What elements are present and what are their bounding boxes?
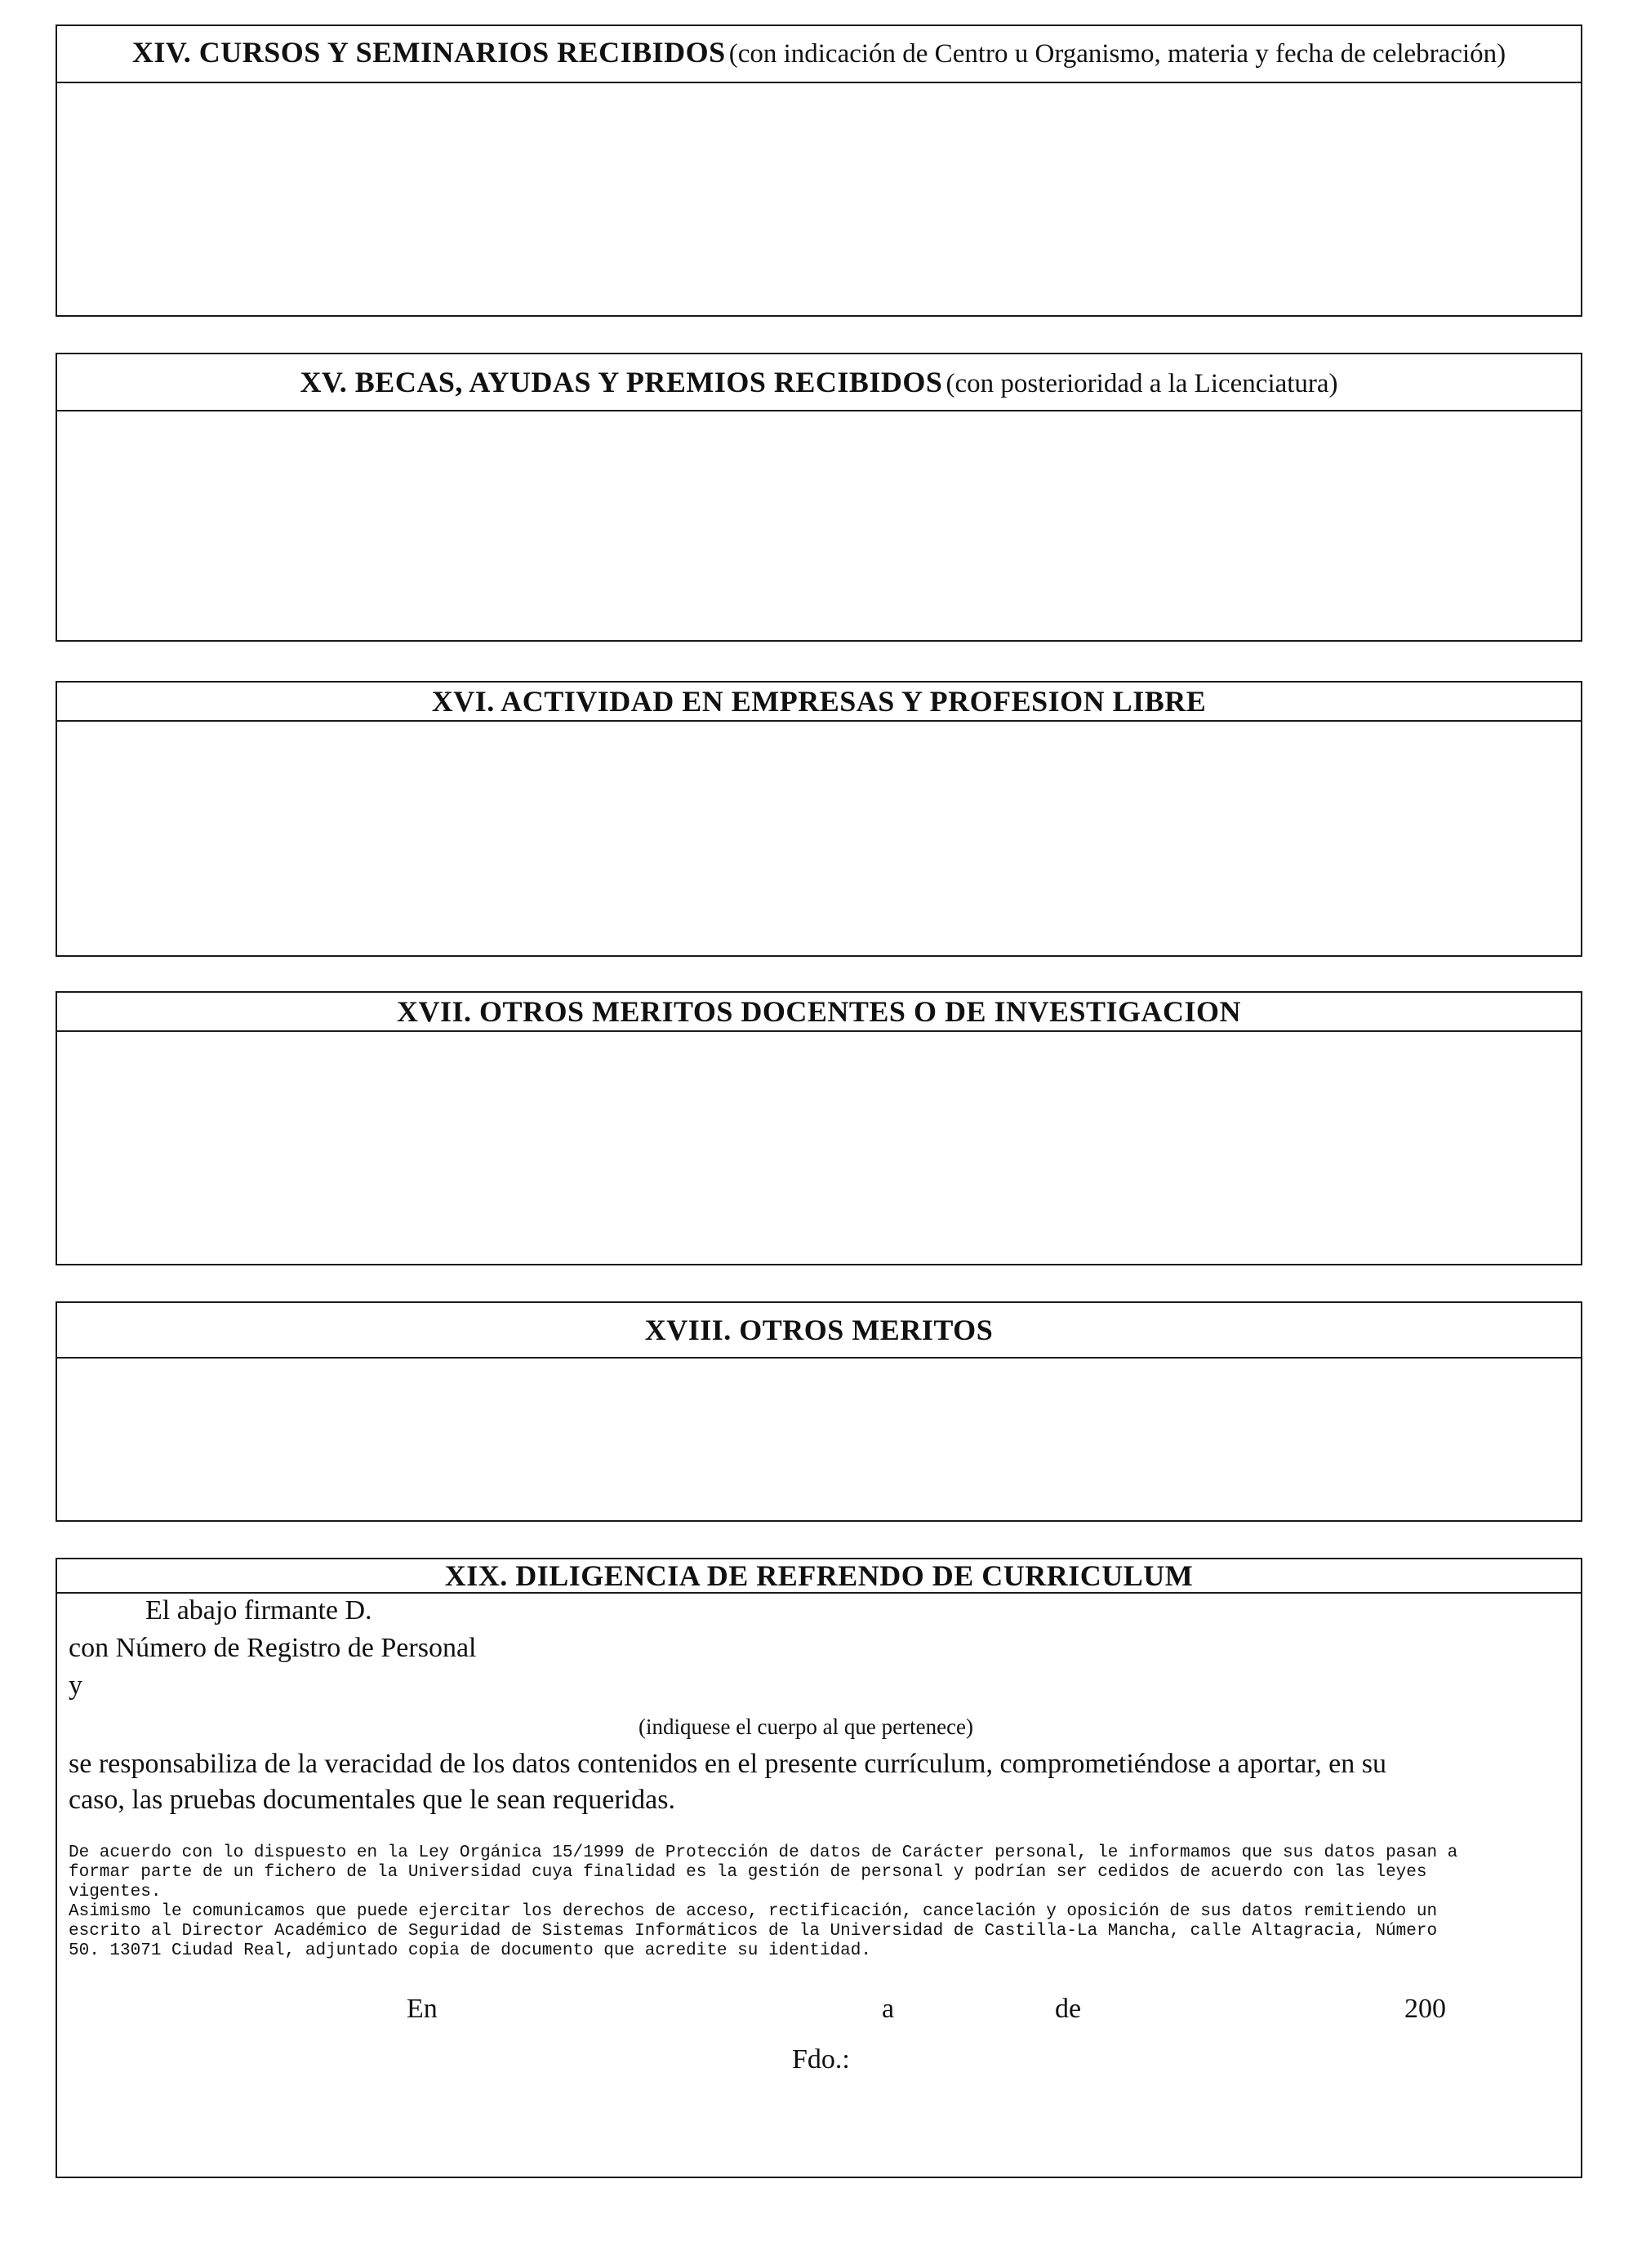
section-xviii [56, 1301, 1582, 1522]
firmante-input[interactable] [400, 1595, 1543, 1628]
section-title: XVII. OTROS MERITOS DOCENTES O DE INVESTIGACION [396, 995, 1242, 1028]
year-label: 200 [1404, 1994, 1446, 2024]
cuerpo-input[interactable] [106, 1670, 1543, 1703]
signature-label: Fdo.: [792, 2044, 850, 2075]
day-input[interactable] [906, 1994, 1021, 2026]
section-header [57, 26, 1581, 83]
place-input[interactable] [457, 1994, 914, 2026]
section-note: (con indicación de Centro u Organismo, materia y fecha de celebración) [728, 39, 1506, 69]
section-header [57, 354, 1581, 411]
legal-line: Asimismo le comunicamos que puede ejercitar los derechos de acceso, rectificación, cancelación y oposición de sus datos remitiendo un [69, 1902, 1438, 1921]
legal-line: De acuerdo con lo dispuesto en la Ley Orgánica 15/1999 de Protección de datos de Carácter personal, le informamos que sus datos pasan a [69, 1843, 1458, 1862]
y-label: y [69, 1670, 82, 1701]
legal-line: formar parte de un fichero de la Universidad cuya finalidad es la gestión de personal y podrían ser cedidos de acuerdo con las leyes [69, 1863, 1427, 1882]
section-header [57, 993, 1581, 1032]
section-title: XVI. ACTIVIDAD EN EMPRESAS Y PROFESION LIBRE [431, 685, 1207, 718]
section-title: XIV. CURSOS Y SEMINARIOS RECIBIDOS [131, 36, 726, 69]
section-content-area[interactable] [57, 722, 1581, 957]
firmante-label: El abajo firmante D. [145, 1595, 372, 1625]
month-input[interactable] [1094, 1994, 1404, 2026]
section-xvii [56, 991, 1582, 1265]
section-header [57, 1559, 1581, 1594]
cuerpo-hint: (indiquese el cuerpo al que pertenece) [639, 1714, 974, 1739]
place-label: En [407, 1994, 438, 2024]
section-header [57, 1303, 1581, 1359]
section-content-area[interactable] [57, 1359, 1581, 1522]
responsabilidad-text-2: caso, las pruebas documentales que le sean requeridas. [69, 1785, 675, 1815]
section-xvi [56, 681, 1582, 957]
section-xiv [56, 24, 1582, 317]
legal-line: escrito al Director Académico de Seguridad de Sistemas Informáticos de la Universidad de Castilla-La Mancha, calle Altagracia, Número [69, 1922, 1438, 1941]
section-xv [56, 353, 1582, 642]
legal-line: vigentes. [69, 1883, 162, 1901]
section-content-area[interactable] [57, 1032, 1581, 1265]
responsabilidad-text-1: se responsabiliza de la veracidad de los datos contenidos en el presente currículum, comprometiéndose a aportar, en su [69, 1749, 1387, 1779]
section-title: XVIII. OTROS MERITOS [644, 1314, 994, 1346]
section-header [57, 683, 1581, 722]
section-title: XIX. DILIGENCIA DE REFRENDO DE CURRICULUM [444, 1559, 1194, 1592]
day-label: a [882, 1994, 895, 2024]
legal-line: 50. 13071 Ciudad Real, adjuntado copia de documento que acredite su identidad. [69, 1941, 871, 1960]
registro-label: con Número de Registro de Personal [69, 1633, 477, 1663]
section-title: XV. BECAS, AYUDAS Y PREMIOS RECIBIDOS [300, 366, 943, 398]
section-note: (con posterioridad a la Licenciatura) [946, 369, 1338, 398]
month-label: de [1055, 1994, 1082, 2024]
section-content-area[interactable] [57, 411, 1581, 642]
diligencia-body [57, 1594, 1581, 2178]
registro-input[interactable] [531, 1633, 1543, 1665]
section-xix [56, 1558, 1582, 2178]
section-content-area[interactable] [57, 83, 1581, 317]
signature-area[interactable] [865, 2044, 1437, 2142]
